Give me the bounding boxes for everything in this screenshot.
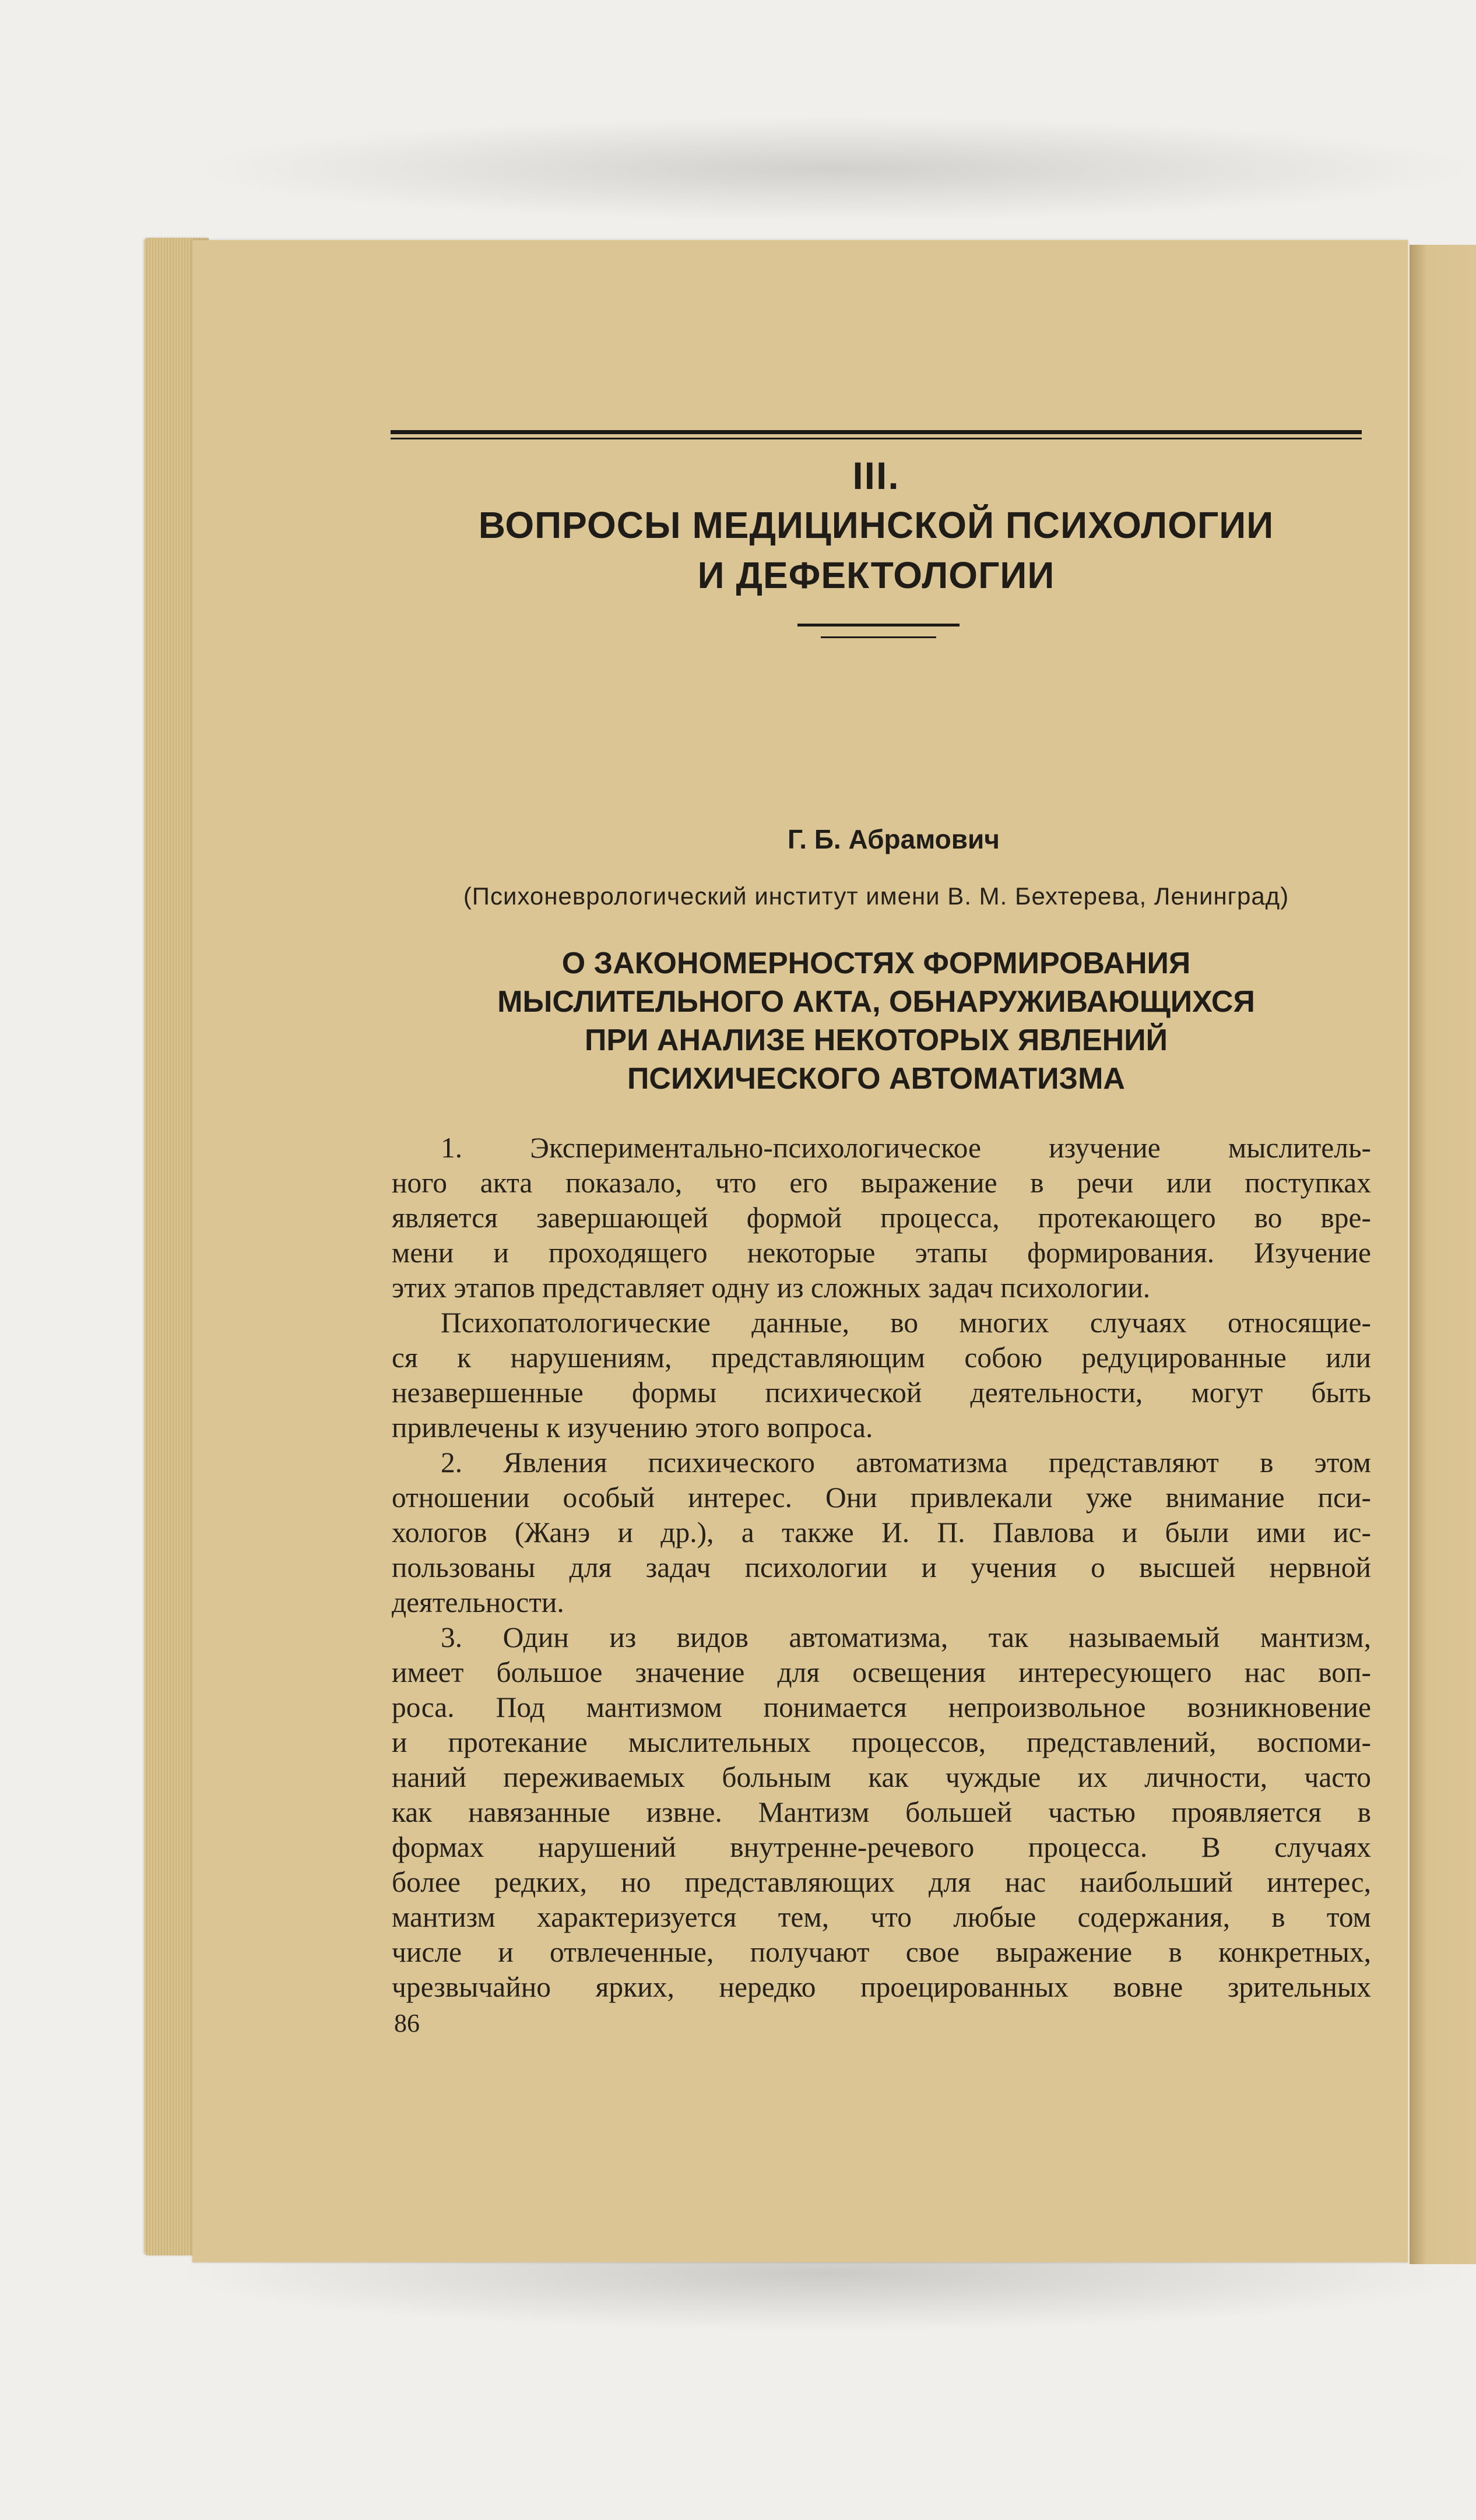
body-line: является завершающей формой процесса, протекающего во вре- [392,1202,1371,1234]
next-page-edge [1410,245,1476,2264]
body-line: формах нарушений внутренне-речевого процесса. В случаях [392,1831,1371,1863]
background-shadow-top [192,117,1476,221]
body-line: незавершенные формы психической деятельности, могут быть [392,1377,1371,1409]
body-line: ся к нарушениям, представляющим собою редуцированные или [392,1342,1371,1374]
body-line: привлечены к изучению этого вопроса. [392,1412,873,1444]
article-body [392,1131,1371,2005]
body-line: деятельности. [392,1586,564,1618]
page-number: 86 [394,2009,420,2037]
body-line: 1. Экспериментально-психологическое изучение мыслитель- [441,1132,1371,1164]
section-title [391,500,1362,600]
body-line: числе и отвлеченные, получают свое выражение в конкретных, [392,1936,1371,1968]
article-title-line: МЫСЛИТЕЛЬНОГО АКТА, ОБНАРУЖИВАЮЩИХСЯ [497,985,1255,1019]
article-title [391,944,1362,1098]
section-rule-upper [797,624,960,627]
body-line: хологов (Жанэ и др.), а также И. П. Павлова и были ими ис- [392,1516,1371,1548]
section-number: III. [852,454,900,497]
body-line: роса. Под мантизмом понимается непроизвольное возникновение [392,1691,1371,1723]
article-title-line: О ЗАКОНОМЕРНОСТЯХ ФОРМИРОВАНИЯ [561,946,1191,980]
body-line: мантизм характеризуется тем, что любые содержания, в том [392,1901,1371,1933]
article-title-line: ПСИХИЧЕСКОГО АВТОМАТИЗМА [627,1062,1125,1096]
article-author: Г. Б. Абрамович [787,824,1000,854]
body-line: 2. Явления психического автоматизма представляют в этом [441,1446,1371,1479]
body-line: как навязанные извне. Мантизм большей частью проявляется в [392,1796,1371,1828]
body-line: отношении особый интерес. Они привлекали уже внимание пси- [392,1481,1371,1514]
section-rule-lower [821,636,936,638]
header-double-rule [391,430,1362,443]
body-line: чрезвычайно ярких, нередко проецированных вовне зрительных [392,1971,1371,2003]
section-title-line: И ДЕФЕКТОЛОГИИ [697,554,1055,596]
section-title-line: ВОПРОСЫ МЕДИЦИНСКОЙ ПСИХОЛОГИИ [478,504,1274,546]
body-line: 3. Один из видов автоматизма, так называемый мантизм, [441,1621,1371,1653]
body-line: имеет большое значение для освещения интересующего нас воп- [392,1656,1371,1688]
author-affiliation: (Психоневрологический институт имени В. М. Бехтерева, Ленинград) [463,882,1289,910]
body-line: ного акта показало, что его выражение в речи или поступках [392,1167,1371,1199]
body-line: и протекание мыслительных процессов, представлений, воспоми- [392,1726,1371,1758]
body-line: Психопатологические данные, во многих случаях относящие- [441,1307,1371,1339]
body-line: мени и проходящего некоторые этапы формирования. Изучение [392,1237,1371,1269]
body-line: наний переживаемых больным как чуждые их личности, часто [392,1761,1371,1793]
body-line: этих этапов представляет одну из сложных задач психологии. [392,1272,1151,1304]
body-line: более редких, но представляющих для нас наибольший интерес, [392,1866,1371,1898]
body-line: пользованы для задач психологии и учения о высшей нервной [392,1551,1371,1583]
article-title-line: ПРИ АНАЛИЗЕ НЕКОТОРЫХ ЯВЛЕНИЙ [585,1023,1168,1057]
